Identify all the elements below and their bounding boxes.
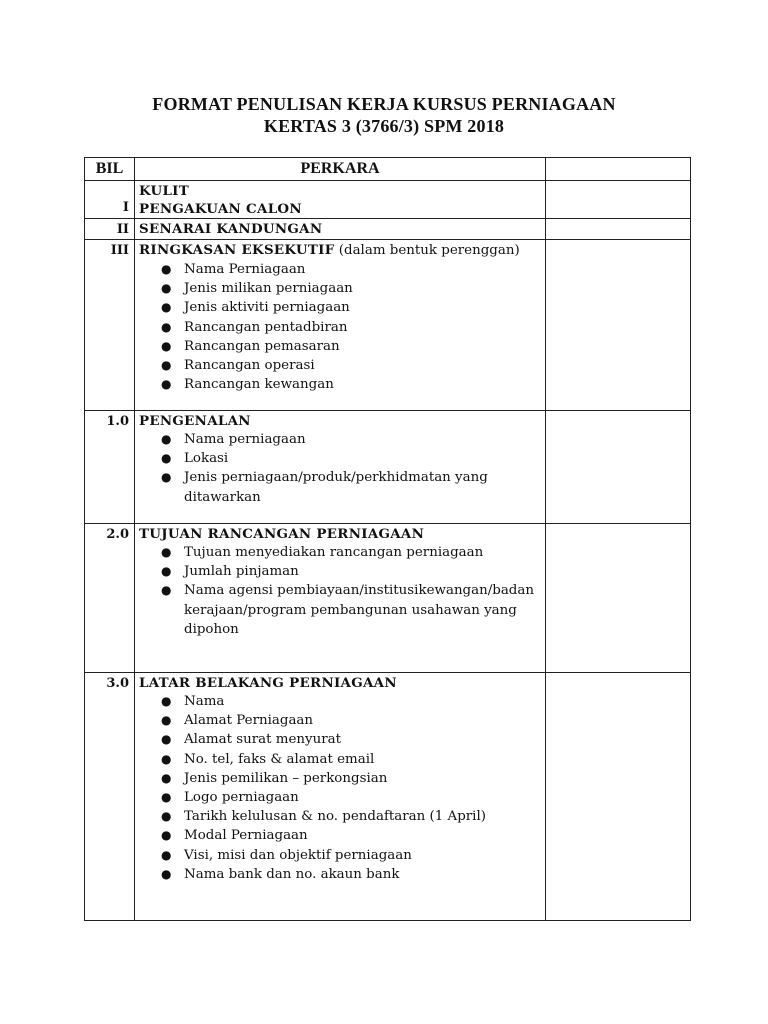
bullet-icon: ● xyxy=(161,545,172,559)
list-item xyxy=(139,375,545,394)
bullet-icon: ● xyxy=(161,790,172,805)
bullet-icon: ● xyxy=(161,828,172,843)
table-row xyxy=(85,181,691,219)
list-item-text: Visi, misi dan objektif perniagaan xyxy=(184,847,412,863)
bullet-icon: ● xyxy=(161,358,172,373)
bullet-icon: ● xyxy=(161,564,172,579)
row-heading: RINGKASAN EKSEKUTIF xyxy=(139,242,335,258)
list-item-text: Nama perniagaan xyxy=(184,432,306,447)
list-item-text: Modal Perniagaan xyxy=(184,828,308,844)
table-row xyxy=(85,240,691,411)
row-content xyxy=(135,411,546,524)
row-number: 3.0 xyxy=(85,673,135,921)
bullet-icon: ● xyxy=(161,319,172,334)
bullet-icon: ● xyxy=(161,583,172,598)
list-item xyxy=(139,750,545,769)
row-heading: LATAR BELAKANG PERNIAGAAN xyxy=(139,675,397,691)
coursework-format-table xyxy=(84,157,691,921)
list-item xyxy=(139,298,545,317)
list-item-text: Lokasi xyxy=(184,451,229,467)
row-content xyxy=(135,219,546,240)
bullet-list xyxy=(139,430,545,507)
document-title-line-2: KERTAS 3 (3766/3) SPM 2018 xyxy=(263,116,505,136)
list-item xyxy=(139,356,545,375)
list-item xyxy=(139,430,545,449)
bullet-list xyxy=(139,260,545,394)
list-item-text: Nama agensi pembiayaan/institusikewangan/badan kerajaan/program pembangunan usahawan yang dipohon xyxy=(184,583,534,637)
row-heading: SENARAI KANDUNGAN xyxy=(139,221,323,237)
list-item xyxy=(139,730,545,749)
header-bil: BIL xyxy=(85,158,135,181)
bullet-icon: ● xyxy=(161,809,172,824)
list-item-text: Logo perniagaan xyxy=(184,790,299,806)
list-item-text: Rancangan pentadbiran xyxy=(184,319,348,335)
row-heading-line xyxy=(139,241,545,260)
list-item xyxy=(139,337,545,356)
list-item-text: Alamat surat menyurat xyxy=(184,732,341,748)
row-number: 1.0 xyxy=(85,411,135,524)
list-item-text: Nama bank dan no. akaun bank xyxy=(184,866,400,882)
list-item xyxy=(139,581,545,639)
list-item xyxy=(139,562,545,581)
row-content xyxy=(135,673,546,921)
row-heading-note: (dalam bentuk perenggan) xyxy=(334,243,520,258)
bullet-icon: ● xyxy=(161,732,172,747)
list-item xyxy=(139,260,545,279)
bullet-icon: ● xyxy=(161,713,172,728)
list-item-text: Tujuan menyediakan rancangan perniagaan xyxy=(184,545,484,560)
bullet-icon: ● xyxy=(161,866,172,881)
bullet-icon: ● xyxy=(161,470,172,485)
table-row xyxy=(85,524,691,673)
list-item xyxy=(139,711,545,730)
bullet-list xyxy=(139,543,545,639)
list-item xyxy=(139,543,545,562)
list-item-text: Jumlah pinjaman xyxy=(184,564,299,580)
table-row xyxy=(85,673,691,921)
list-item-text: Tarikh kelulusan & no. pendaftaran (1 April) xyxy=(184,809,486,825)
row-number: III xyxy=(85,240,135,411)
list-item-text: Rancangan operasi xyxy=(184,358,315,374)
list-item-text: Jenis pemilikan – perkongsian xyxy=(184,770,388,786)
bullet-icon: ● xyxy=(161,281,172,296)
row-extra-cell xyxy=(546,673,691,921)
list-item xyxy=(139,318,545,337)
row-extra-cell xyxy=(546,181,691,219)
header-extra xyxy=(546,158,691,181)
list-item-text: Jenis milikan perniagaan xyxy=(184,281,353,297)
document-title-line-1: FORMAT PENULISAN KERJA KURSUS PERNIAGAAN xyxy=(152,94,616,114)
list-item xyxy=(139,826,545,845)
bullet-icon: ● xyxy=(161,262,172,276)
list-item-text: Jenis perniagaan/produk/perkhidmatan yang ditawarkan xyxy=(184,470,488,505)
list-item xyxy=(139,846,545,865)
bullet-icon: ● xyxy=(161,432,172,446)
list-item-text: Nama Perniagaan xyxy=(184,262,306,277)
row-content xyxy=(135,181,546,219)
row-heading-pengakuan: PENGAKUAN CALON xyxy=(139,201,302,217)
row-number: II xyxy=(85,219,135,240)
row-number xyxy=(85,181,135,219)
list-item-text: Alamat Perniagaan xyxy=(184,713,314,729)
row-content xyxy=(135,524,546,673)
list-item xyxy=(139,865,545,884)
list-item xyxy=(139,788,545,807)
row-extra-cell xyxy=(546,240,691,411)
bullet-icon: ● xyxy=(161,300,172,315)
bullet-icon: ● xyxy=(161,338,172,353)
row-heading: PENGENALAN xyxy=(139,413,251,429)
table-header-row xyxy=(85,158,691,181)
bullet-icon: ● xyxy=(161,847,172,862)
list-item xyxy=(139,468,545,506)
list-item xyxy=(139,692,545,711)
bullet-icon: ● xyxy=(161,770,172,785)
list-item-text: Nama xyxy=(184,694,225,709)
table-row xyxy=(85,219,691,240)
list-item xyxy=(139,807,545,826)
row-extra-cell xyxy=(546,411,691,524)
bullet-list xyxy=(139,692,545,884)
row-number-i: I xyxy=(122,200,129,215)
bullet-icon: ● xyxy=(161,377,172,392)
list-item xyxy=(139,279,545,298)
list-item xyxy=(139,449,545,468)
row-heading: TUJUAN RANCANGAN PERNIAGAAN xyxy=(139,526,425,542)
bullet-icon: ● xyxy=(161,694,172,708)
list-item-text: Rancangan pemasaran xyxy=(184,338,340,354)
bullet-icon: ● xyxy=(161,451,172,466)
list-item-text: Rancangan kewangan xyxy=(184,377,334,393)
header-perkara: PERKARA xyxy=(135,158,546,181)
list-item xyxy=(139,769,545,788)
bullet-icon: ● xyxy=(161,751,172,766)
list-item-text: No. tel, faks & alamat email xyxy=(184,751,375,767)
list-item-text: Jenis aktiviti perniagaan xyxy=(184,300,350,316)
row-extra-cell xyxy=(546,219,691,240)
row-number: 2.0 xyxy=(85,524,135,673)
row-extra-cell xyxy=(546,524,691,673)
row-content xyxy=(135,240,546,411)
row-heading-kulit: KULIT xyxy=(139,183,189,199)
table-row xyxy=(85,411,691,524)
